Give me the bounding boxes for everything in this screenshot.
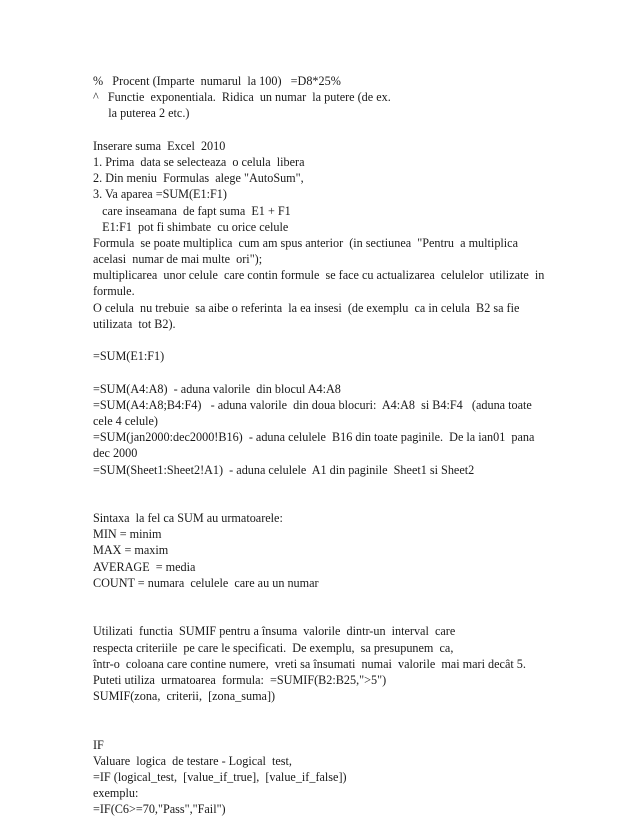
document-text: [93, 73, 553, 818]
blank-line: [93, 591, 553, 607]
blank-line: [93, 494, 553, 510]
text-line: Sintaxa la fel ca SUM au urmatoarele:: [93, 511, 283, 526]
blank-line: [93, 478, 553, 494]
text-line: exemplu:: [93, 786, 139, 801]
text-line: =SUM(A4:A8) - aduna valorile din blocul A4:A8: [93, 381, 341, 396]
text-line: COUNT = numara celulele care au un numar: [93, 575, 319, 590]
text-line: =SUM(jan2000:dec2000!B16) - aduna celulele B16 din toate paginile. De la ian01 pana: [93, 430, 535, 445]
text-line: dec 2000: [93, 446, 138, 461]
text-line: la puterea 2 etc.): [93, 106, 190, 121]
text-line: =SUM(Sheet1:Sheet2!A1) - aduna celulele A1 din paginile Sheet1 si Sheet2: [93, 462, 475, 477]
text-line: acelasi numar de mai multe ori");: [93, 252, 263, 267]
text-line: cele 4 celule): [93, 413, 158, 428]
text-line: =IF (logical_test, [value_if_true], [value_if_false]): [93, 770, 347, 785]
text-line: 3. Va aparea =SUM(E1:F1): [93, 187, 227, 202]
text-line: care inseamana de fapt suma E1 + F1: [93, 203, 291, 218]
blank-line: [93, 721, 553, 737]
text-line: utilizata tot B2).: [93, 316, 176, 331]
text-line: MIN = minim: [93, 527, 162, 542]
text-line: O celula nu trebuie sa aibe o referinta la ea insesi (de exemplu ca in celula B2 sa fie: [93, 300, 520, 315]
text-line: Utilizati functia SUMIF pentru a însuma valorile dintr-un interval care: [93, 624, 456, 639]
blank-line: [93, 607, 553, 623]
text-line: AVERAGE = media: [93, 559, 196, 574]
blank-line: [93, 364, 553, 380]
text-line: SUMIF(zona, criterii, [zona_suma]): [93, 689, 276, 704]
text-line: IF: [93, 737, 104, 752]
text-line: Inserare suma Excel 2010: [93, 138, 226, 153]
blank-line: [93, 332, 553, 348]
text-line: Valuare logica de testare - Logical test,: [93, 753, 292, 768]
blank-line: [93, 122, 553, 138]
text-line: Formula se poate multiplica cum am spus anterior (in sectiunea "Pentru a multiplica: [93, 235, 518, 250]
text-line: =IF(C6>=70,"Pass","Fail"): [93, 802, 226, 817]
text-line: MAX = maxim: [93, 543, 169, 558]
text-line: formule.: [93, 284, 135, 299]
text-line: respecta criteriile pe care le specificati. De exemplu, sa presupunem ca,: [93, 640, 454, 655]
text-line: =SUM(E1:F1): [93, 349, 165, 364]
text-line: E1:F1 pot fi shimbate cu orice celule: [93, 219, 289, 234]
text-line: Puteti utiliza urmatoarea formula: =SUMIF(B2:B25,">5"): [93, 672, 387, 687]
text-line: 2. Din meniu Formulas alege "AutoSum",: [93, 171, 304, 186]
text-line: % Procent (Imparte numarul la 100) =D8*25%: [93, 74, 341, 88]
text-line: =SUM(A4:A8;B4:F4) - aduna valorile din doua blocuri: A4:A8 si B4:F4 (aduna toate: [93, 397, 532, 412]
text-line: ^ Functie exponentiala. Ridica un numar la putere (de ex.: [93, 90, 391, 105]
text-line: 1. Prima data se selecteaza o celula libera: [93, 154, 305, 169]
text-line: multiplicarea unor celule care contin formule se face cu actualizarea celulelor utilizate in: [93, 268, 545, 283]
text-line: într-o coloana care contine numere, vreti sa însumati numai valorile mai mari decât 5.: [93, 656, 526, 671]
blank-line: [93, 704, 553, 720]
